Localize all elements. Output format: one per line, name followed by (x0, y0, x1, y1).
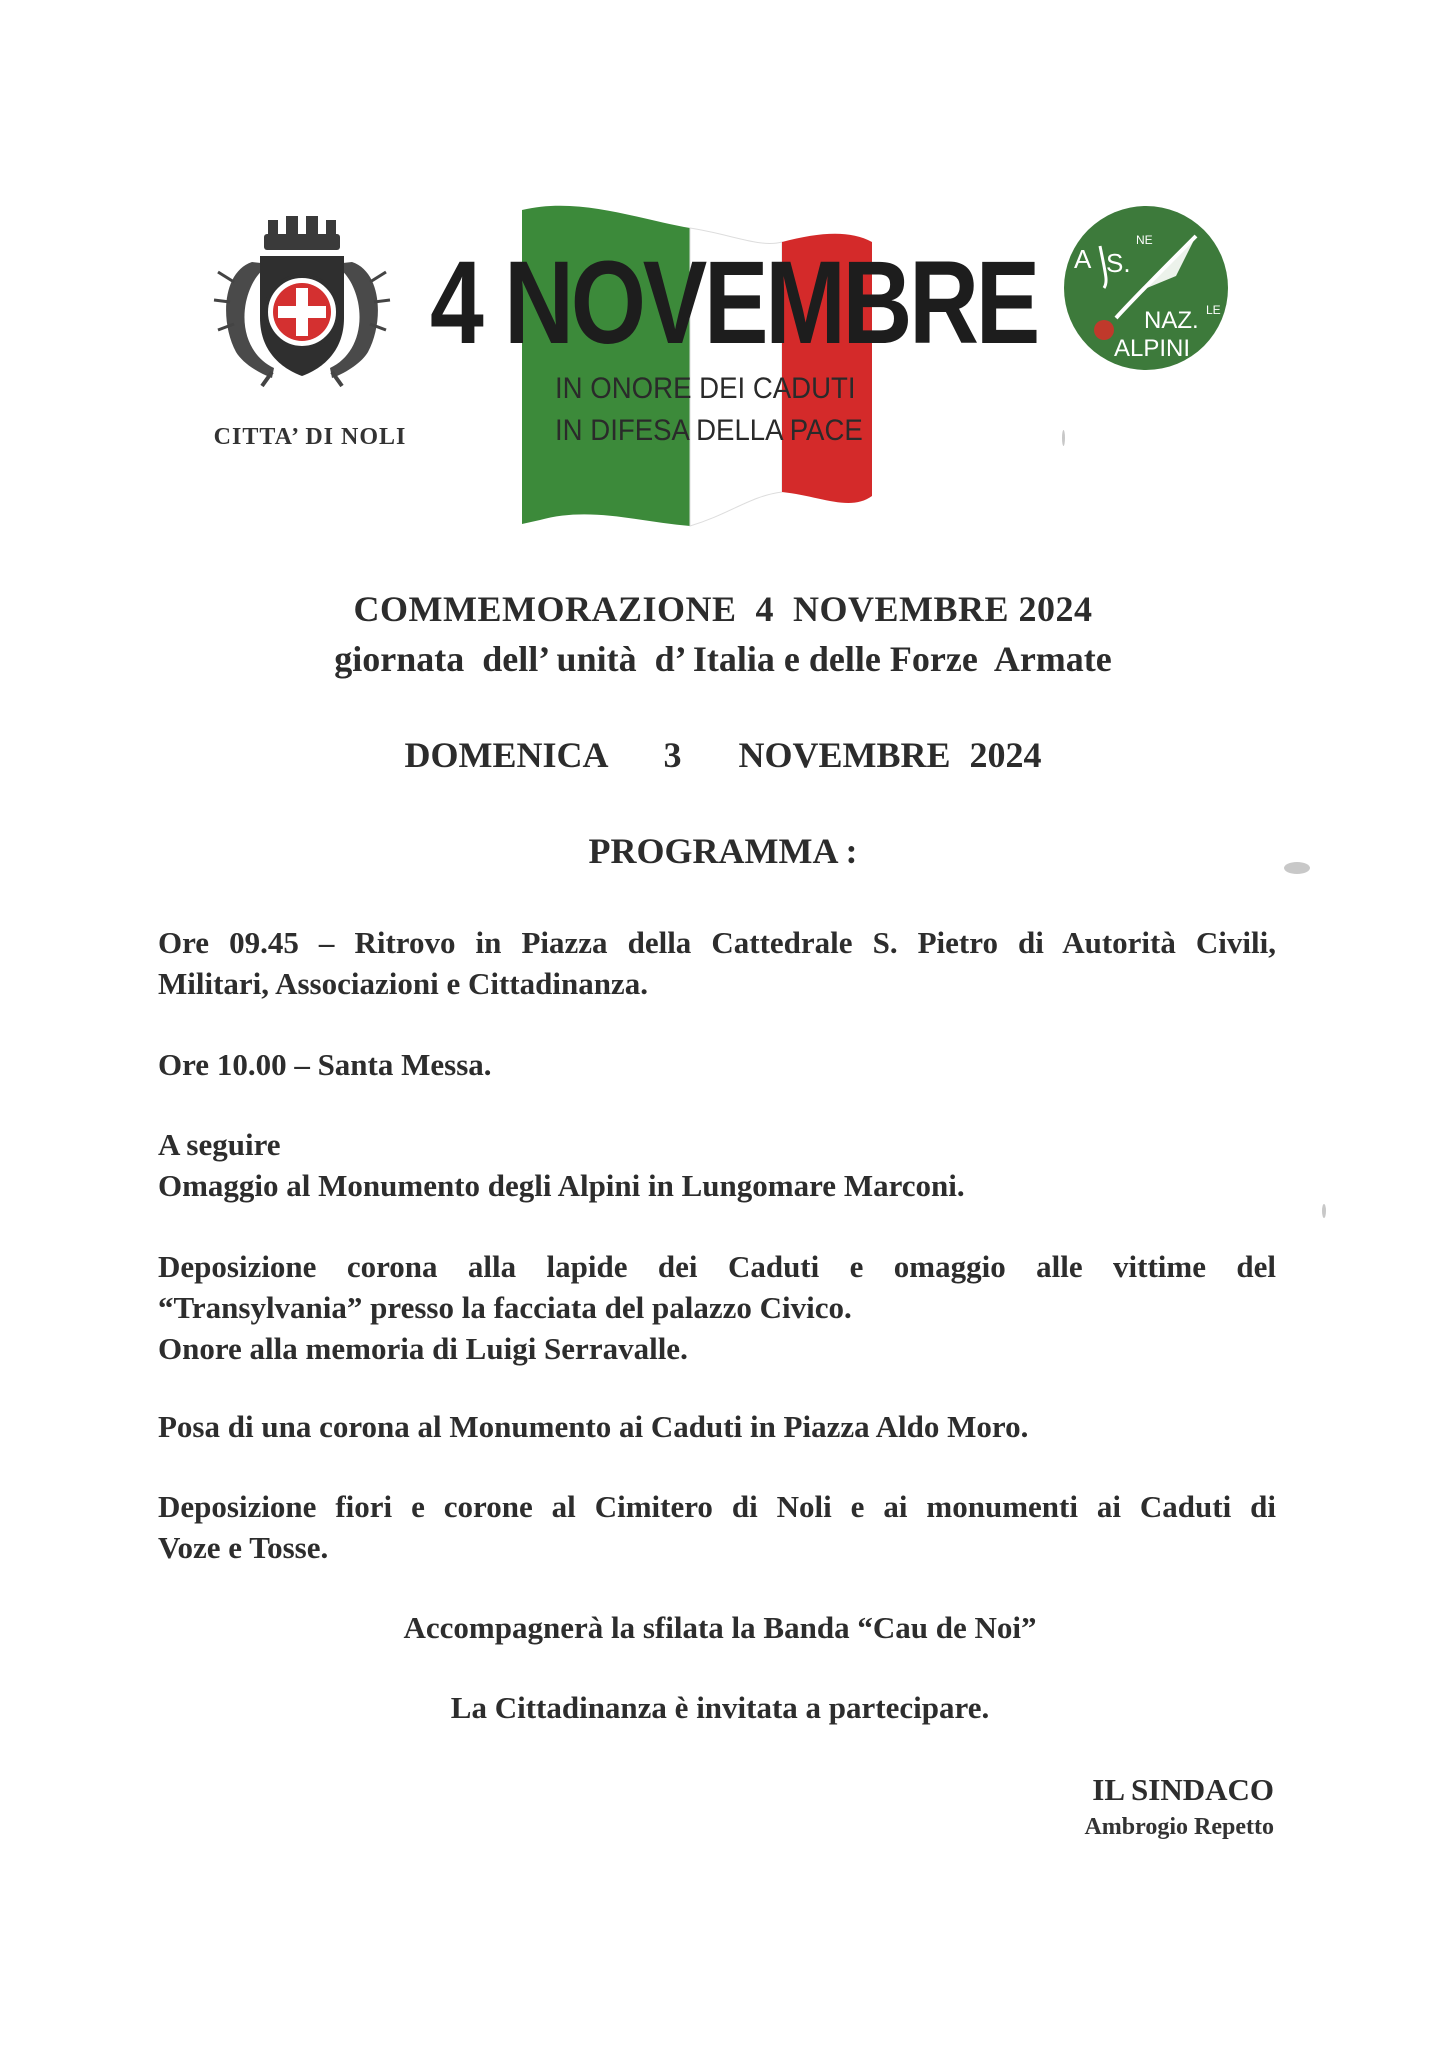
mayor-title: IL SINDACO (1092, 1772, 1274, 1807)
program-line: “Transylvania” presso la facciata del palazzo Civico. (158, 1290, 852, 1325)
program-line: Omaggio al Monumento degli Alpini in Lungomare Marconi. (158, 1168, 965, 1203)
band-accompaniment: Accompagnerà la sfilata la Banda “Cau de Noi” (403, 1610, 1037, 1645)
svg-text:ALPINI: ALPINI (1114, 335, 1191, 362)
program-item-messa (158, 1044, 1276, 1085)
program-line: Deposizione fiori e corone al Cimitero di Noli e ai monumenti ai Caduti di (158, 1489, 1276, 1524)
commemoration-subheading: giornata dell’ unità d’ Italia e delle Forze Armate (334, 639, 1112, 679)
banner-subtitle-2: IN DIFESA DELLA PACE (555, 414, 863, 447)
program-line: Deposizione corona alla lapide dei Caduti e omaggio alle vittime del (158, 1249, 1276, 1284)
program-line: Voze e Tosse. (158, 1530, 329, 1565)
svg-text:NAZ.: NAZ. (1144, 307, 1199, 334)
mayor-name: Ambrogio Repetto (1084, 1814, 1274, 1840)
scan-speck (1284, 862, 1310, 874)
program-line: Militari, Associazioni e Cittadinanza. (158, 966, 648, 1001)
program-item-omaggio-alpini (158, 1124, 1276, 1206)
banner-title: 4 NOVEMBRE (430, 237, 1038, 369)
program-line: Ore 09.45 – Ritrovo in Piazza della Cattedrale S. Pietro di Autorità Civili, (158, 925, 1276, 960)
program-item-ritrovo (158, 922, 1276, 1004)
programma-title: PROGRAMMA : (588, 831, 858, 871)
scan-speck (1322, 1204, 1326, 1218)
program-item-deposizione-fiori (158, 1486, 1276, 1568)
program-line: A seguire (158, 1127, 281, 1162)
city-label: CITTA’ DI NOLI (213, 424, 407, 450)
program-line: Ore 10.00 – Santa Messa. (158, 1047, 492, 1082)
program-line: Posa di una corona al Monumento ai Caduti in Piazza Aldo Moro. (158, 1409, 1029, 1444)
commemoration-heading: COMMEMORAZIONE 4 NOVEMBRE 2024 (353, 589, 1093, 629)
scan-speck (1062, 430, 1065, 446)
program-item-posa-corona (158, 1406, 1276, 1447)
program-line: Onore alla memoria di Luigi Serravalle. (158, 1331, 688, 1366)
svg-text:LE: LE (1206, 303, 1221, 317)
program-item-deposizione-corona (158, 1246, 1276, 1369)
citizen-invitation: La Cittadinanza è invitata a partecipare. (450, 1690, 990, 1725)
svg-text:NE: NE (1136, 233, 1153, 247)
city-coat-of-arms (212, 212, 392, 388)
event-date: DOMENICA 3 NOVEMBRE 2024 (404, 735, 1042, 775)
banner-subtitle-1: IN ONORE DEI CADUTI (555, 372, 856, 405)
ana-alpini-logo (1046, 206, 1242, 370)
svg-text:A: A (1074, 244, 1092, 274)
svg-text:S.: S. (1106, 248, 1131, 278)
